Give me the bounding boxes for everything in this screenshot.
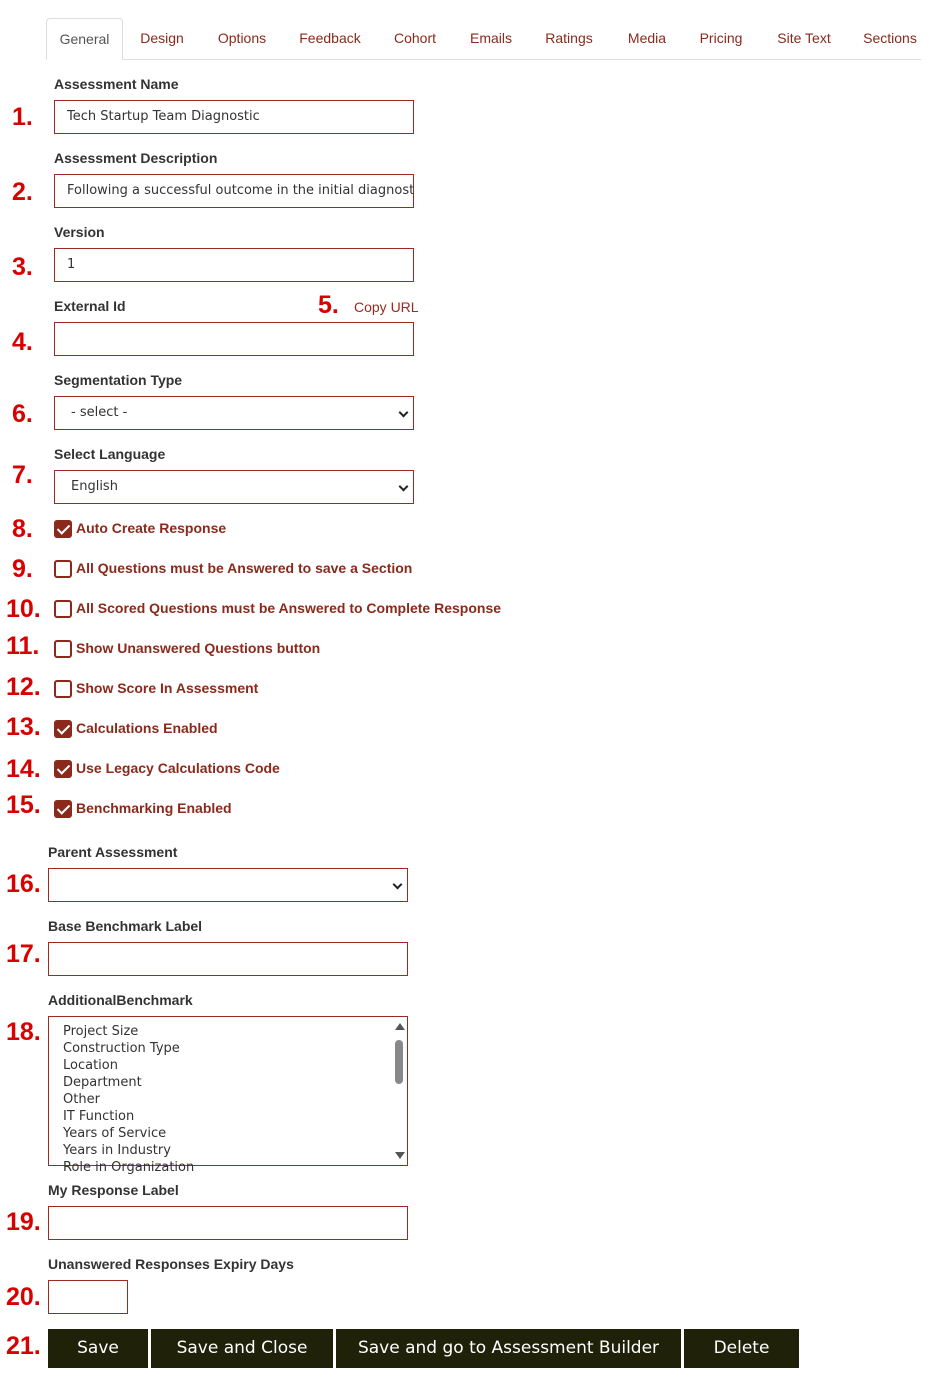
annotation-number: 3. — [12, 253, 33, 281]
annotation-number: 21. — [6, 1332, 41, 1360]
annotation-number: 20. — [6, 1283, 41, 1311]
checkbox-label[interactable]: Calculations Enabled — [76, 720, 218, 736]
expiry-days-input[interactable] — [48, 1280, 128, 1314]
checkbox-checked[interactable] — [54, 800, 72, 818]
tab-media[interactable]: Media — [627, 30, 667, 46]
annotation-number: 6. — [12, 400, 33, 428]
tab-cohort[interactable]: Cohort — [393, 30, 437, 46]
checkbox-checked[interactable] — [54, 520, 72, 538]
assessment-name-input[interactable]: Tech Startup Team Diagnostic — [54, 100, 414, 134]
segmentation-type-value: - select - — [71, 405, 128, 420]
external-id-input[interactable] — [54, 322, 414, 356]
checkbox-label[interactable]: All Questions must be Answered to save a Section — [76, 560, 413, 576]
annotation-number: 8. — [12, 515, 33, 543]
my-response-label-input[interactable] — [48, 1206, 408, 1240]
language-value: English — [71, 479, 118, 494]
list-item[interactable]: Role in Organization — [63, 1160, 195, 1175]
assessment-description-input[interactable]: Following a successful outcome in the initial diagnost — [54, 174, 414, 208]
list-item[interactable]: Construction Type — [63, 1041, 180, 1056]
copy-url-link[interactable]: Copy URL — [354, 299, 419, 315]
list-item[interactable]: Department — [63, 1075, 142, 1090]
tab-bar — [46, 18, 921, 60]
annotation-number: 9. — [12, 555, 33, 583]
checkbox-checked[interactable] — [54, 760, 72, 778]
checkbox-label[interactable]: Show Score In Assessment — [76, 680, 259, 696]
external-id-label: External Id — [54, 298, 126, 314]
annotation-number: 13. — [6, 713, 41, 741]
segmentation-type-select[interactable] — [54, 396, 414, 430]
tab-sections[interactable]: Sections — [863, 30, 917, 46]
select-language-label: Select Language — [54, 446, 166, 462]
parent-assessment-label: Parent Assessment — [48, 844, 178, 860]
assessment-name-label: Assessment Name — [54, 76, 179, 92]
save-and-builder-button[interactable]: Save and go to Assessment Builder — [336, 1329, 681, 1368]
checkbox-unchecked[interactable] — [54, 600, 72, 618]
expiry-days-label: Unanswered Responses Expiry Days — [48, 1256, 294, 1272]
my-response-label-title: My Response Label — [48, 1182, 179, 1198]
tab-design[interactable]: Design — [140, 30, 184, 46]
checkbox-unchecked[interactable] — [54, 680, 72, 698]
base-benchmark-label-title: Base Benchmark Label — [48, 918, 203, 934]
version-label: Version — [54, 224, 105, 240]
scroll-up-icon[interactable] — [395, 1023, 405, 1030]
additional-benchmark-listbox[interactable] — [48, 1016, 408, 1175]
delete-button[interactable]: Delete — [684, 1329, 799, 1368]
tab-ratings[interactable]: Ratings — [545, 30, 593, 46]
annotation-number: 4. — [12, 328, 33, 356]
chevron-down-icon — [399, 482, 409, 492]
version-input[interactable]: 1 — [54, 248, 414, 282]
annotation-number: 10. — [6, 595, 41, 623]
checkbox-label[interactable]: Use Legacy Calculations Code — [76, 760, 280, 776]
list-item[interactable]: Location — [63, 1058, 118, 1073]
annotation-number: 11. — [6, 632, 40, 660]
annotation-number: 14. — [6, 755, 41, 783]
annotation-number: 7. — [12, 461, 33, 489]
annotation-number: 5. — [318, 291, 339, 319]
annotation-number: 17. — [6, 940, 41, 968]
annotation-number: 19. — [6, 1208, 41, 1236]
checkbox-unchecked[interactable] — [54, 640, 72, 658]
annotation-number: 2. — [12, 178, 33, 206]
list-item[interactable]: Project Size — [63, 1024, 139, 1039]
list-item[interactable]: Years of Service — [63, 1126, 167, 1141]
segmentation-type-label: Segmentation Type — [54, 372, 183, 388]
tab-general[interactable]: General — [46, 18, 123, 60]
parent-assessment-select[interactable] — [48, 868, 408, 902]
save-and-close-button[interactable]: Save and Close — [151, 1329, 333, 1368]
checkbox-label[interactable]: Show Unanswered Questions button — [76, 640, 321, 656]
list-item[interactable]: IT Function — [63, 1109, 135, 1124]
scrollbar-thumb[interactable] — [395, 1040, 403, 1084]
listbox-scrollbar[interactable] — [392, 1018, 406, 1164]
scroll-down-icon[interactable] — [395, 1152, 405, 1159]
annotation-number: 18. — [6, 1018, 41, 1046]
additional-benchmark-label: AdditionalBenchmark — [48, 992, 193, 1008]
tab-options[interactable]: Options — [217, 30, 267, 46]
chevron-down-icon — [393, 880, 403, 890]
annotation-number: 1. — [12, 103, 33, 131]
checkbox-label[interactable]: All Scored Questions must be Answered to Complete Response — [76, 600, 502, 616]
save-button[interactable]: Save — [48, 1329, 148, 1368]
chevron-down-icon — [399, 408, 409, 418]
annotation-number: 15. — [6, 791, 41, 819]
assessment-description-label: Assessment Description — [54, 150, 218, 166]
annotation-number: 12. — [6, 673, 41, 701]
list-item[interactable]: Years in Industry — [63, 1143, 171, 1158]
checkbox-label[interactable]: Benchmarking Enabled — [76, 800, 232, 816]
list-item[interactable]: Other — [63, 1092, 100, 1107]
tab-feedback[interactable]: Feedback — [299, 30, 361, 46]
tab-site-text[interactable]: Site Text — [777, 30, 831, 46]
annotation-number: 16. — [6, 870, 41, 898]
checkbox-unchecked[interactable] — [54, 560, 72, 578]
checkbox-label[interactable]: Auto Create Response — [76, 520, 227, 536]
checkbox-checked[interactable] — [54, 720, 72, 738]
tab-pricing[interactable]: Pricing — [699, 30, 743, 46]
tab-emails[interactable]: Emails — [469, 30, 512, 46]
base-benchmark-input[interactable] — [48, 942, 408, 976]
language-select[interactable] — [54, 470, 414, 504]
